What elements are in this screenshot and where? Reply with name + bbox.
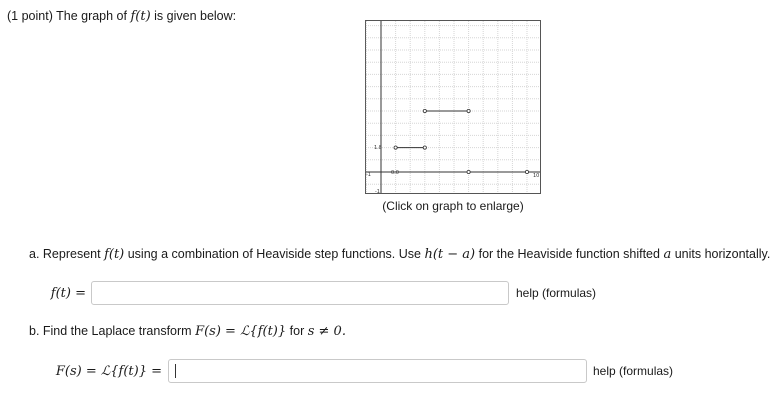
intro-text: (1 point) The graph of bbox=[7, 9, 127, 23]
part-a-math1: f(t) bbox=[104, 247, 125, 262]
part-a-math3: a bbox=[663, 247, 672, 262]
tick-label-y-upper: 1.8 bbox=[374, 145, 382, 151]
segment-endpoint bbox=[423, 109, 426, 112]
answer-b-input[interactable] bbox=[168, 359, 587, 383]
part-a-prompt bbox=[29, 247, 770, 262]
help-formulas-link-a[interactable]: help (formulas) bbox=[516, 286, 597, 300]
part-a-text2: using a combination of Heaviside step functions. Use bbox=[127, 247, 421, 261]
segment-endpoint bbox=[467, 109, 470, 112]
part-b-prompt bbox=[29, 324, 346, 339]
part-a-math2: h(t − a) bbox=[424, 247, 476, 262]
answer-a-label: f(t) = bbox=[50, 286, 86, 301]
part-a-text1: a. Represent bbox=[29, 247, 101, 261]
function-graph bbox=[365, 20, 541, 194]
text-cursor bbox=[175, 364, 176, 378]
graph-thumbnail-link[interactable] bbox=[365, 20, 541, 194]
tick-label-x-right: 10 bbox=[533, 173, 540, 179]
part-a-text3: for the Heaviside function shifted bbox=[478, 247, 660, 261]
tick-label-x-left: -1 bbox=[366, 172, 371, 178]
problem-intro bbox=[7, 9, 236, 24]
segment-endpoint bbox=[394, 146, 397, 149]
segment-endpoint bbox=[467, 170, 470, 173]
part-b-text2: for bbox=[289, 324, 305, 338]
part-a-text4: units horizontally. bbox=[674, 247, 771, 261]
graph-frame bbox=[366, 21, 541, 194]
segment-endpoint bbox=[525, 170, 528, 173]
answer-a-input[interactable] bbox=[91, 281, 509, 305]
tick-label-y-lower: -1 bbox=[375, 189, 380, 194]
part-b-text1: b. Find the Laplace transform bbox=[29, 324, 192, 338]
answer-b-label: F(s) = ℒ{f(t)} = bbox=[55, 364, 162, 379]
graph-caption: (Click on graph to enlarge) bbox=[382, 199, 524, 213]
tick-label-x-origin: 0.0 bbox=[391, 170, 399, 176]
segment-endpoint bbox=[423, 146, 426, 149]
intro-function: f(t) bbox=[130, 9, 151, 24]
part-b-math2: s ≠ 0. bbox=[307, 324, 346, 339]
part-b-math1: F(s) = ℒ{f(t)} bbox=[195, 324, 287, 339]
help-formulas-link-b[interactable]: help (formulas) bbox=[593, 364, 674, 378]
intro-suffix: is given below: bbox=[154, 9, 237, 23]
